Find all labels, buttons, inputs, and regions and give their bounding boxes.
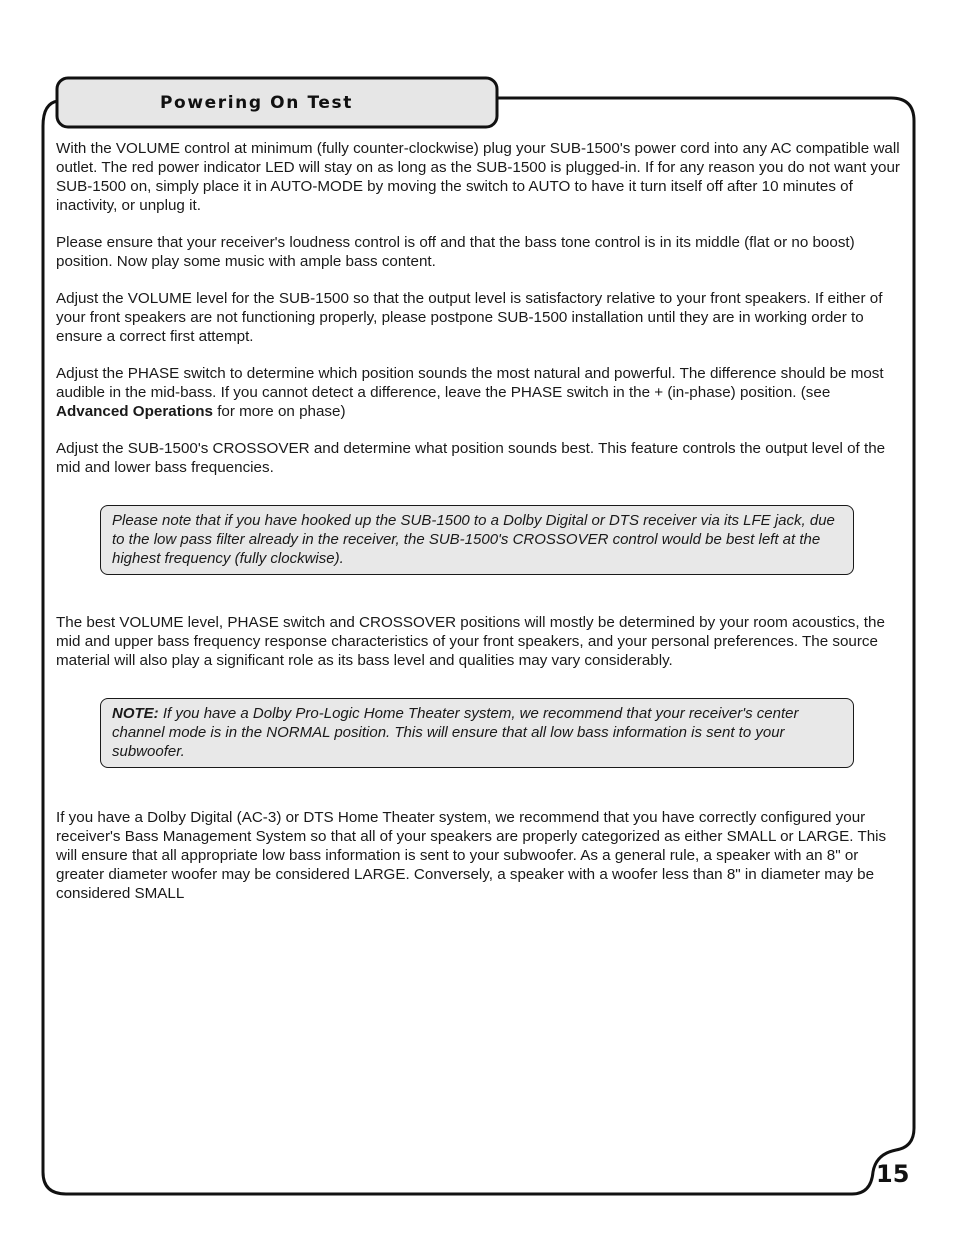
advanced-operations-reference: Advanced Operations [56,403,213,420]
paragraph-room-acoustics: The best VOLUME level, PHASE switch and CROSSOVER positions will mostly be determined by your room acoustics, the mid and upper bass frequency response characteristics of your front speakers, and your personal preferences. The source material will also play a significant role as its bass level and qualities may vary considerably. [56,614,885,669]
note-box-pro-logic [100,698,854,768]
phase-text-after: for more on phase) [212,403,346,420]
paragraph-crossover: Adjust the SUB-1500's CROSSOVER and determine what position sounds best. This feature controls the output level of the mid and lower bass frequencies. [56,440,886,476]
page-number: 15 [876,1160,910,1188]
paragraph-phase [56,364,902,421]
note-box-lfe: Please note that if you have hooked up the SUB-1500 to a Dolby Digital or DTS receiver via its LFE jack, due to the low pass filter already in the receiver, the SUB-1500's CROSSOVER control would be best left at the highest frequency (fully clockwise). [100,505,854,575]
paragraph-volume: Adjust the VOLUME level for the SUB-1500 so that the output level is satisfactory relative to your front speakers. If either of your front speakers are not functioning properly, please postpone SUB-1500 installation until they are in working order to ensure a correct first attempt. [56,290,883,345]
paragraph-receiver-settings: Please ensure that your receiver's loudness control is off and that the bass tone control is in its middle (flat or no boost) position. Now play some music with ample bass content. [56,234,855,270]
note-text: If you have a Dolby Pro-Logic Home Theater system, we recommend that your receiver's center channel mode is in the NORMAL position. This will ensure that all low bass information is sent to your subwoofer. [112,705,799,760]
note-label: NOTE: [112,705,159,722]
main-content [56,139,902,921]
section-title: Powering On Test [160,93,353,113]
phase-text-before: Adjust the PHASE switch to determine which position sounds the most natural and powerful. The difference should be most audible in the mid-bass. If you cannot detect a difference, leave the PHASE switch in the + (in-phase) position. (see [56,365,884,401]
paragraph-bass-management: If you have a Dolby Digital (AC-3) or DTS Home Theater system, we recommend that you have correctly configured your receiver's Bass Management System so that all of your speakers are properly categorized as either SMALL or LARGE. This will ensure that all appropriate low bass information is sent to your subwoofer. As a general rule, a speaker with an 8" or greater diameter woofer may be considered LARGE. Conversely, a speaker with a woofer less than 8" in diameter may be considered SMALL [56,809,887,902]
paragraph-power-on: With the VOLUME control at minimum (fully counter-clockwise) plug your SUB-1500's power cord into any AC compatible wall outlet. The red power indicator LED will stay on as long as the SUB-1500 is plugged-in. If for any reason you do not want your SUB-1500 on, simply place it in AUTO-MODE by moving the switch to AUTO to have it turn itself off after 10 minutes of inactivity, or unplug it. [56,140,900,214]
